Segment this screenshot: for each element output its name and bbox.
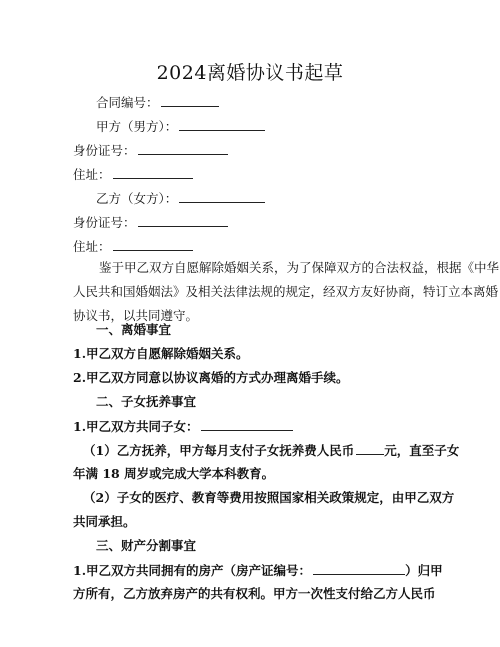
section-1-heading: 一、离婚事宜: [96, 322, 172, 337]
id-b-blank[interactable]: [138, 214, 228, 227]
section-3-heading: 三、财产分割事宜: [96, 538, 197, 553]
children-blank[interactable]: [201, 418, 293, 431]
section-2-sub-1-line-1: [83, 442, 459, 459]
id-b-line: [73, 214, 228, 231]
section-3-item-1-text-a: 1.甲乙双方共同拥有的房产（房产证编号：: [73, 563, 312, 578]
party-a-label: 甲方（男方）：: [96, 119, 178, 134]
contract-number-line: [96, 94, 219, 111]
id-a-label: 身份证号：: [73, 143, 136, 158]
address-b-line: [73, 238, 193, 255]
section-2-sub-2-line-2: 共同承担。: [73, 514, 136, 529]
property-cert-blank[interactable]: [313, 562, 405, 575]
section-3-item-1-line-2: 方所有，乙方放弃房产的共有权利。甲方一次性支付给乙方人民币: [73, 586, 436, 601]
address-a-blank[interactable]: [113, 166, 193, 179]
party-a-line: [96, 118, 265, 135]
section-2-item-1-text: 1.甲乙双方共同子女：: [73, 419, 199, 434]
contract-number-label: 合同编号：: [96, 95, 159, 110]
party-b-blank[interactable]: [179, 190, 265, 203]
id-b-label: 身份证号：: [73, 215, 136, 230]
section-2-item-1: [73, 418, 293, 435]
id-a-line: [73, 142, 228, 159]
preamble-paragraph: 鉴于甲乙双方自愿解除婚姻关系，为了保障双方的合法权益，根据《中华人民共和国婚姻法》及相关法律法规的规定，经双方友好协商，特订立本离婚协议书，以共同遵守。: [73, 260, 500, 323]
contract-number-blank[interactable]: [161, 94, 219, 107]
support-amount-blank[interactable]: [356, 442, 384, 455]
party-b-line: [96, 190, 265, 207]
section-1-item-2: 2.甲乙双方同意以协议离婚的方式办理离婚手续。: [73, 370, 349, 385]
address-b-blank[interactable]: [113, 238, 193, 251]
address-b-label: 住址：: [73, 239, 111, 254]
section-2-sub-1-text-b: 元，直至子女: [384, 443, 460, 458]
document-title: 2024离婚协议书起草: [156, 62, 344, 84]
address-a-line: [73, 166, 193, 183]
section-1-item-1: 1.甲乙双方自愿解除婚姻关系。: [73, 346, 249, 361]
party-b-label: 乙方（女方）：: [96, 191, 178, 206]
section-3-item-1-line-1: [73, 562, 443, 579]
section-2-sub-2-line-1: （2）子女的医疗、教育等费用按照国家相关政策规定，由甲乙双方: [83, 490, 455, 505]
section-3-item-1-text-b: ）归甲: [405, 563, 443, 578]
address-a-label: 住址：: [73, 167, 111, 182]
section-2-sub-1-text-a: （1）乙方抚养，甲方每月支付子女抚养费人民币: [83, 443, 355, 458]
section-2-sub-1-line-2: 年满 18 周岁或完成大学本科教育。: [73, 466, 275, 481]
section-2-heading: 二、子女抚养事宜: [96, 394, 197, 409]
id-a-blank[interactable]: [138, 142, 228, 155]
party-a-blank[interactable]: [179, 118, 265, 131]
